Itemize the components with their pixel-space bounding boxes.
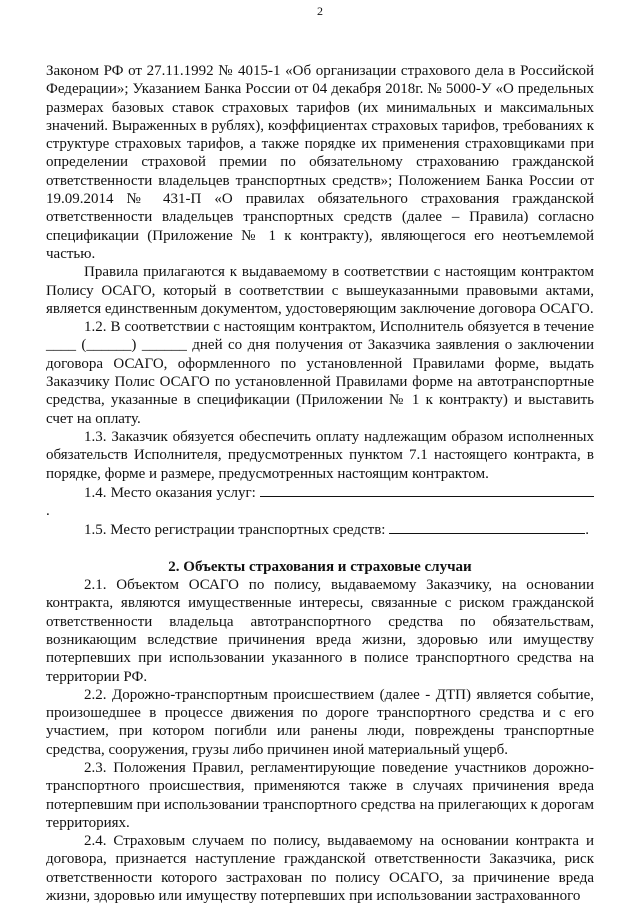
clause-2-3: 2.3. Положения Правил, регламентирующие поведение участников дорожно-транспортного происшествия, применяются также в случаях причинения вреда потерпевшим при использовании транспортного средства на прилегающих к дорогам территориях. bbox=[46, 759, 594, 831]
clause-1-2-blank: ____ (______) ______ bbox=[46, 337, 187, 354]
rules-paragraph: Правила прилагаются к выдаваемому в соответствии с настоящим контрактом Полису ОСАГО, который в соответствии с вышеуказанными правовыми актами, является единственным документом, удостоверяющим заключение договора ОСАГО. bbox=[46, 264, 594, 317]
clause-2-1: 2.1. Объектом ОСАГО по полису, выдаваемому Заказчику, на основании контракта, являются имущественные интересы, связанные с риском гражданской ответственности владельца автотранспортного средства по обязательствам, возникающим вследствие причинения вреда жизни, здоровью или имуществу потерпевших при использовании указанного в полисе транспортного средства на территории РФ. bbox=[46, 577, 594, 685]
clause-1-3: 1.3. Заказчик обязуется обеспечить оплату надлежащим образом исполненных обязательств Исполнителя, предусмотренных пунктом 7.1 настоящего контракта, в порядке, форме и размере, предусмотренных настоящим контрактом. bbox=[46, 428, 594, 482]
vehicle-registration-blank bbox=[389, 520, 585, 534]
clause-2-4: 2.4. Страховым случаем по полису, выдаваемому на основании контракта и договора, признается наступление гражданской ответственности Заказчика, риск ответственности которого застрахован по полису ОСАГО, за причинение вреда жизни, здоровью или имуществу потерпевших при использовании застрахованного bbox=[46, 833, 594, 905]
clause-1-2-start: 1.2. В соответствии с настоящим контрактом, Исполнитель обязуется в течение bbox=[84, 319, 594, 336]
clause-2-2: 2.2. Дорожно-транспортным происшествием (далее - ДТП) является событие, произошедшее в процессе движения по дороге транспортного средства и с его участием, при котором погибли или ранены люди, повреждены транспортные средства, сооружения, грузы либо причинен иной материальный ущерб. bbox=[46, 686, 594, 758]
document-body bbox=[46, 62, 594, 905]
intro-paragraph: Законом РФ от 27.11.1992 № 4015-1 «Об организации страхового дела в Российской Федерации»; Указанием Банка России от 04 декабря 2018г. № 5000-У «О предельных размерах базовых ставок страховых тарифов (их минимальных и максимальных значений. Выраженных в рублях), коэффициентах страховых тарифов, требованиях к структуре страховых тарифов, а также порядке их применения страховщиками при определении страховой премии по обязательному страхованию гражданской ответственности владельцев транспортных средств»; Положением Банка России от 19.09.2014 № 431-П «О правилах обязательного страхования гражданской ответственности владельцев транспортных средств (далее – Правила) согласно спецификации (Приложение № 1 к контракту), являющегося его неотъемлемой частью. bbox=[46, 63, 594, 262]
clause-1-2 bbox=[46, 318, 594, 428]
clause-1-5 bbox=[46, 520, 594, 539]
clause-1-2-end: дней со дня получения от Заказчика заявления о заключении договора ОСАГО, оформленного по установленной Правилами форме, выдать Заказчику Полис ОСАГО по установленной Правилами форме на автотранспортные средства, указанные в спецификации (Приложении № 1 к контракту) и выставить счет на оплату. bbox=[46, 337, 595, 427]
clause-1-5-label: 1.5. Место регистрации транспортных средств: bbox=[84, 522, 386, 539]
clause-1-4 bbox=[46, 483, 594, 521]
clause-1-4-label: 1.4. Место оказания услуг: bbox=[84, 484, 256, 501]
clause-1-5-period: . bbox=[585, 522, 589, 539]
service-location-blank bbox=[260, 483, 594, 497]
page-number: 2 bbox=[317, 4, 323, 18]
clause-1-4-period: . bbox=[46, 503, 50, 520]
section-2-title: 2. Объекты страхования и страховые случаи bbox=[168, 558, 472, 575]
